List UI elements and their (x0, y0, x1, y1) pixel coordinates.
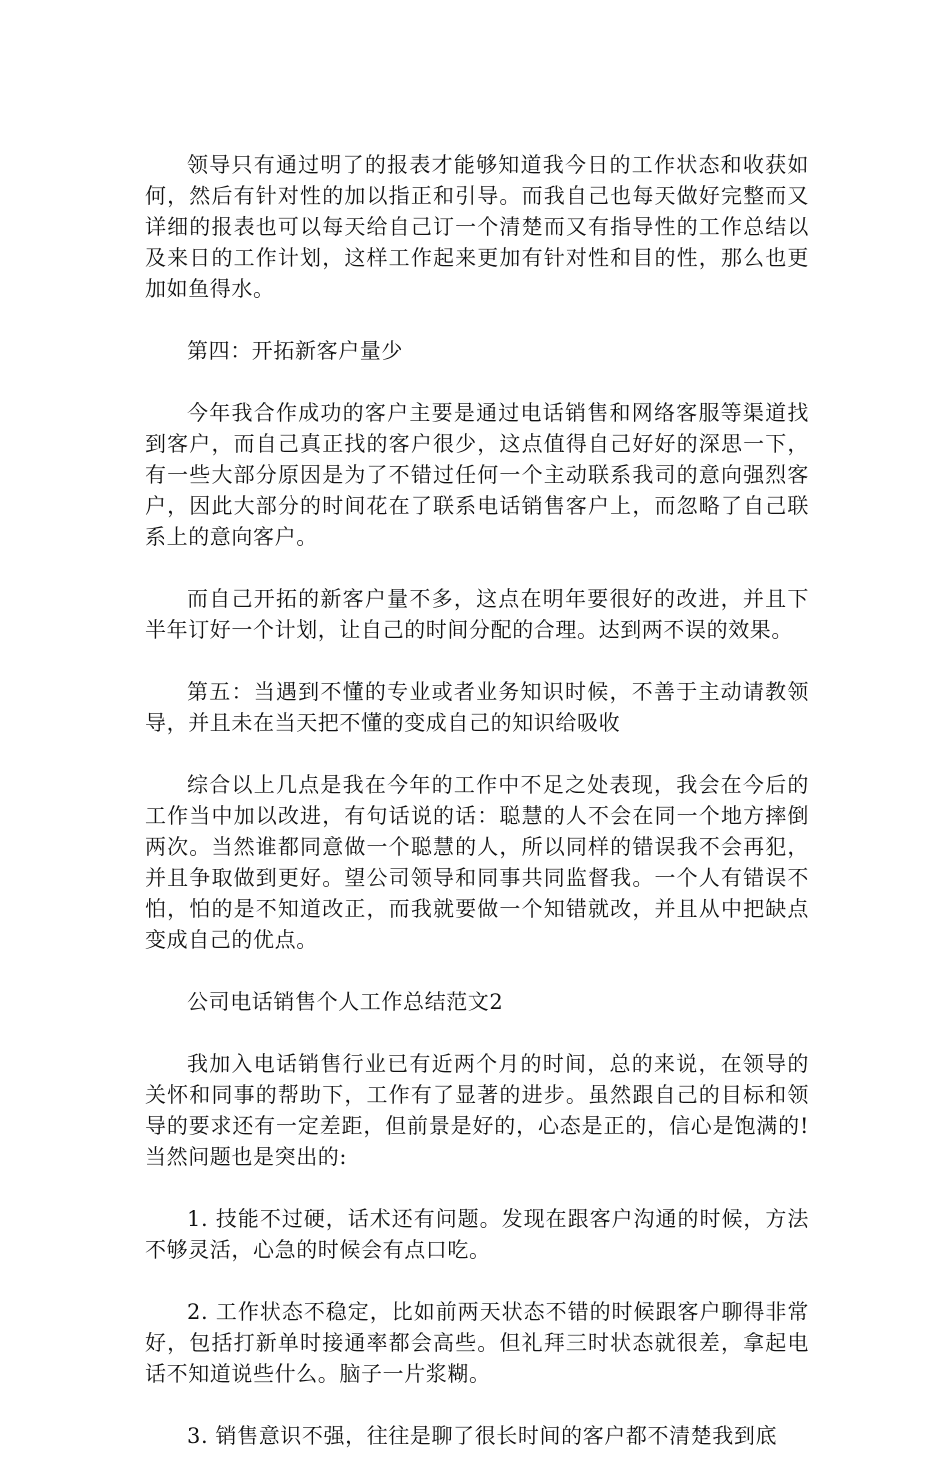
paragraph-summary: 综合以上几点是我在今年的工作中不足之处表现，我会在今后的工作当中加以改进，有句话说的话：聪慧的人不会在同一个地方摔倒两次。当然谁都同意做一个聪慧的人，所以同样的错误我不会再犯，并且争取做到更好。望公司领导和同事共同监督我。一个人有错误不怕，怕的是不知道改正，而我就要做一个知错就改，并且从中把缺点变成自己的优点。 (145, 773, 809, 952)
paragraph-improvement-plan: 而自己开拓的新客户量不多，这点在明年要很好的改进，并且下半年订好一个计划，让自己的时间分配的合理。达到两不误的效果。 (145, 587, 809, 642)
document-body (145, 150, 809, 1483)
section-heading-new-customers: 第四：开拓新客户量少 (187, 339, 403, 363)
list-item-1: 1. 技能不过硬，话术还有问题。发现在跟客户沟通的时候，方法不够灵活，心急的时候会有点口吃。 (145, 1207, 809, 1262)
list-item-3: 3. 销售意识不强，往往是聊了很长时间的客户都不清楚我到底 (187, 1424, 778, 1448)
paragraph-customer-sources: 今年我合作成功的客户主要是通过电话销售和网络客服等渠道找到客户，而自己真正找的客户很少，这点值得自己好好的深思一下，有一些大部分原因是为了不错过任何一个主动联系我司的意向强烈客户，因此大部分的时间花在了联系电话销售客户上，而忽略了自己联系上的意向客户。 (145, 401, 809, 549)
list-item-2: 2. 工作状态不稳定，比如前两天状态不错的时候跟客户聊得非常好，包括打新单时接通率都会高些。但礼拜三时状态就很差，拿起电话不知道说些什么。脑子一片浆糊。 (145, 1300, 809, 1386)
paragraph-point-five: 第五：当遇到不懂的专业或者业务知识时候，不善于主动请教领导，并且未在当天把不懂的变成自己的知识给吸收 (145, 680, 809, 735)
paragraph-report-importance: 领导只有通过明了的报表才能够知道我今日的工作状态和收获如何，然后有针对性的加以指正和引导。而我自己也每天做好完整而又详细的报表也可以每天给自己订一个清楚而又有指导性的工作总结以及来日的工作计划，这样工作起来更加有针对性和目的性，那么也更加如鱼得水。 (145, 153, 809, 301)
section-heading-sample-2: 公司电话销售个人工作总结范文2 (187, 990, 504, 1014)
paragraph-intro-sample-2: 我加入电话销售行业已有近两个月的时间，总的来说，在领导的关怀和同事的帮助下，工作有了显著的进步。虽然跟自己的目标和领导的要求还有一定差距，但前景是好的，心态是正的，信心是饱满的!当然问题也是突出的: (145, 1052, 809, 1169)
